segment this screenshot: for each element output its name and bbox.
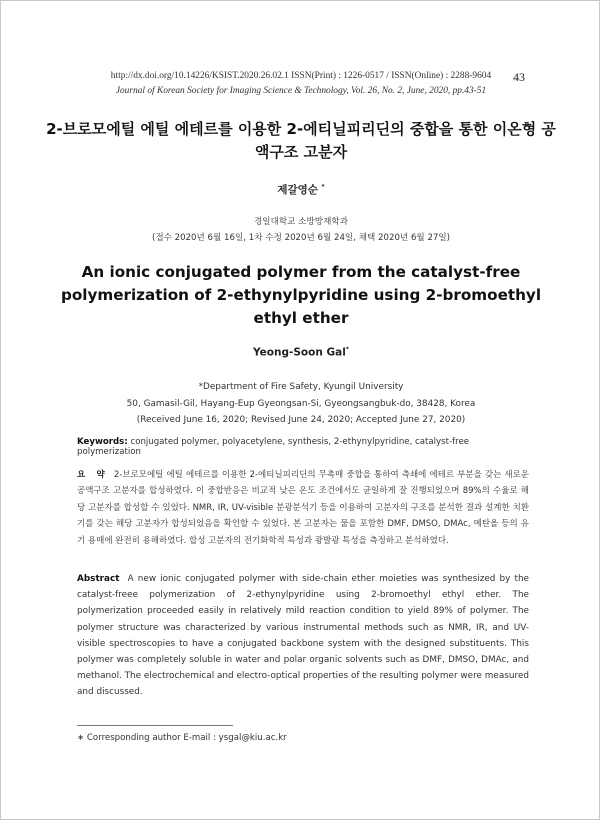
footnote-divider [77, 725, 233, 726]
korean-affiliation-block [1, 214, 600, 246]
keywords-text: conjugated polymer, polyacetylene, synthesis, 2-ethynylpyridine, catalyst-free polymerization [77, 437, 470, 457]
english-abstract [77, 571, 529, 701]
korean-title: 2-브로모에틸 에틸 에테르를 이용한 2-에티닐피리딘의 중합을 통한 이온형 공액구조 고분자 [46, 120, 556, 161]
korean-abstract [77, 467, 529, 549]
korean-abstract-text: 2-브로모에틸 에틸 에테르를 이용한 2-에티닐피리딘의 무촉매 중합을 통하여 측쇄에 에테르 부분을 갖는 새로운 공액구조 고분자를 합성하였다. 이 중합반응은 비교적 낮은 온도 조건에서도 균일하게 잘 진행되었으며 89%의 수율로 해당 고분자를 합성할 수 있었다. NMR, IR, UV-visible 분광분석기 등을 이용하여 고분자의 구조를 분석한 결과 설계한 치환기를 갖는 해당 고분자가 합성되었음을 확인할 수 있었다. 본 고분자는 물을 포함한 DMF, DMSO, DMAc, 메탄올 등의 유기 용매에 완전히 용해하였다. 합성 고분자의 전기화학적 특성과 광발광 특성을 측정하고 분석하였다. [77, 470, 529, 546]
korean-author-mark: * [321, 183, 325, 191]
korean-affiliation: 경일대학교 소방방재학과 [253, 217, 349, 227]
footnote-text: ∗ Corresponding author E-mail : ysgal@kiu.ac.kr [77, 733, 287, 743]
page-number: 43 [513, 70, 525, 84]
keywords [77, 437, 533, 457]
english-author [1, 346, 600, 359]
korean-author [1, 182, 600, 197]
english-abstract-label: Abstract [77, 574, 120, 584]
english-author-name: Yeong-Soon Gal [253, 346, 346, 359]
doi-issn-line: http://dx.doi.org/10.14226/KSIST.2020.26.02.1 ISSN(Print) : 1226-0517 / ISSN(Online) : 2288-9604 [110, 71, 492, 81]
english-affiliation-block [1, 379, 600, 429]
journal-citation-line: Journal of Korean Society for Imaging Science & Technology, Vol. 26, No. 2, June, 2020, pp.43-51 [115, 86, 487, 96]
english-affiliation-dept: *Department of Fire Safety, Kyungil University [198, 382, 404, 392]
english-author-mark: * [345, 346, 349, 353]
english-title: An ionic conjugated polymer from the catalyst-free polymerization of 2-ethynylpyridine using 2-bromoethyl ethyl ether [60, 263, 542, 327]
korean-dates: (접수 2020년 6월 16일, 1차 수정 2020년 6월 24일, 채택 2020년 6월 27일) [151, 233, 451, 243]
keywords-label: Keywords: [77, 437, 128, 447]
english-abstract-text: A new ionic conjugated polymer with side-chain ether moieties was synthesized by the catalyst-freee polymerization of 2-ethynylpyridine using 2-bromoethyl ethyl ether. The polymerization proceeded easily in relatively mild reaction condition to yield 89% of polymer. The polymer structure was characterized by various instrumental methods such as NMR, IR, and UV-visible spectroscopies to have a conjugated backbone system with the designed substituents. This polymer was completely soluble in water and polar organic solvents such as DMF, DMSO, DMAc, and methanol. The electrochemical and electro-optical properties of the resulting polymer were measured and discussed. [77, 574, 529, 698]
korean-abstract-label: 요 약 [77, 470, 109, 480]
footnote [77, 733, 287, 743]
english-affiliation-address: 50, Gamasil-Gil, Hayang-Eup Gyeongsan-Si, Gyeongsangbuk-do, 38428, Korea [126, 398, 476, 409]
english-dates: (Received June 16, 2020; Revised June 24, 2020; Accepted June 27, 2020) [136, 415, 466, 425]
korean-author-name: 제갈영순 [277, 184, 318, 196]
